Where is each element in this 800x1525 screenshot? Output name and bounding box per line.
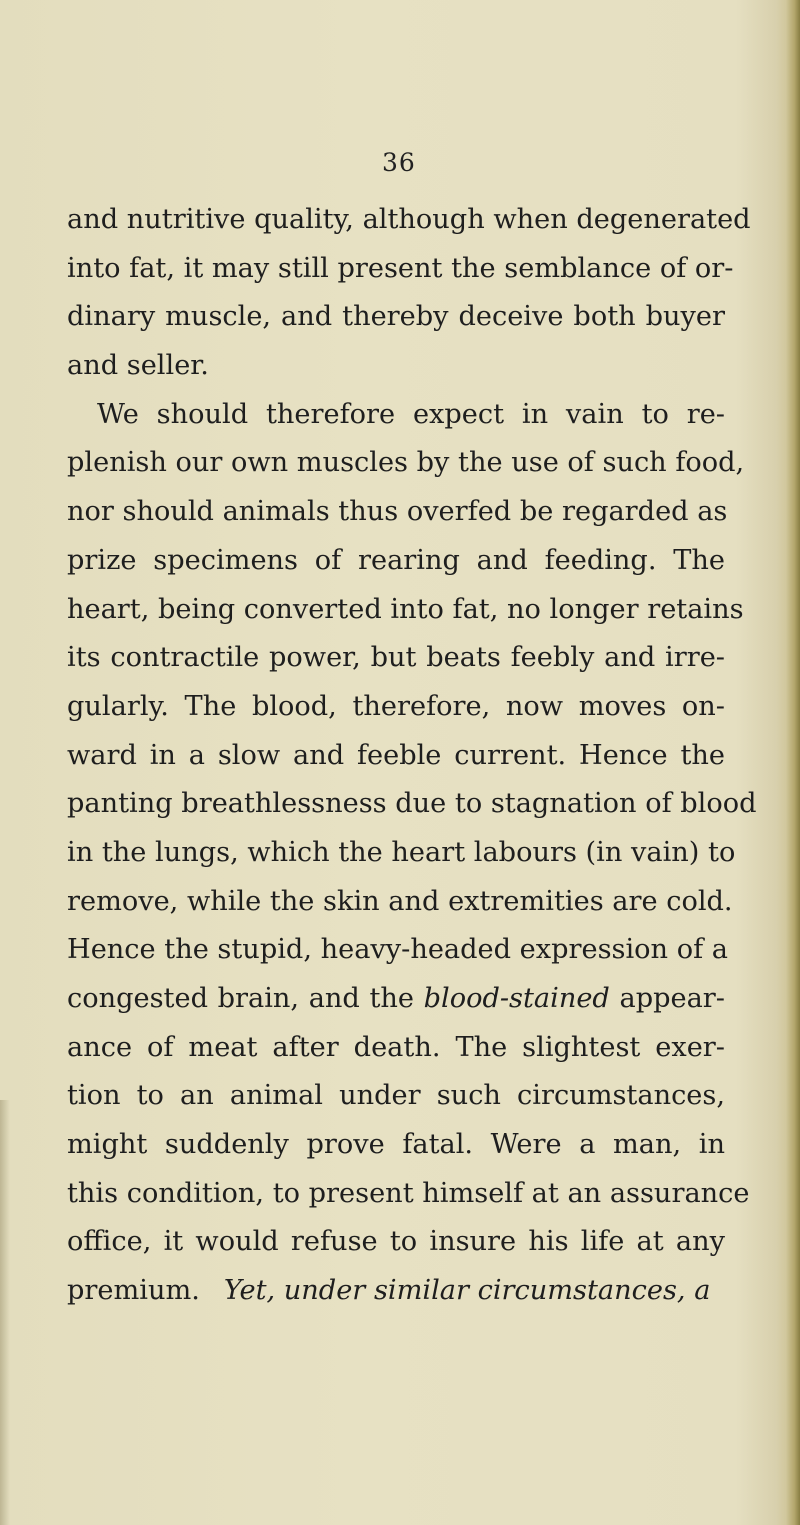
text-line: plenish our own muscles by the use of such food, — [67, 447, 745, 479]
text-line: heart, being converted into fat, no longer retains — [67, 593, 744, 625]
text-line: We should therefore expect in vain to re- — [97, 398, 725, 430]
text-line: office, it would refuse to insure his life at any — [67, 1226, 725, 1258]
page-number: 36 — [382, 148, 416, 177]
gutter-shadow — [0, 1100, 10, 1525]
text-line: dinary muscle, and thereby deceive both buyer — [67, 301, 725, 333]
italic-phrase: Yet, under similar circumstances, a — [223, 1275, 711, 1307]
text-line: its contractile power, but beats feebly and irre- — [67, 642, 725, 674]
text-line: tion to an animal under such circumstances, — [67, 1080, 725, 1112]
text-line: this condition, to present himself at an assurance — [67, 1177, 750, 1209]
text-segment: congested brain, and the — [67, 983, 414, 1014]
text-line: nor should animals thus overfed be regarded as — [67, 496, 728, 528]
text-line: might suddenly prove fatal. Were a man, in — [67, 1129, 725, 1161]
text-line: Hence the stupid, heavy-headed expression of a — [67, 934, 728, 966]
text-line: prize specimens of rearing and feeding. The — [67, 544, 725, 576]
text-line: in the lungs, which the heart labours (in vain) to — [67, 836, 736, 868]
body-text — [67, 196, 757, 1316]
text-line: panting breathlessness due to stagnation of blood — [67, 788, 757, 820]
text-line-with-italic — [67, 975, 725, 1024]
italic-phrase: blood-stained — [423, 983, 610, 1014]
page-edge-shading — [786, 0, 800, 1525]
text-line: ward in a slow and feeble current. Hence the — [67, 739, 725, 771]
text-line: remove, while the skin and extremities are cold. — [67, 885, 733, 917]
text-line: gularly. The blood, therefore, now moves on- — [67, 690, 725, 722]
text-line: and seller. — [67, 350, 209, 382]
text-segment: appear- — [619, 983, 725, 1014]
text-segment: premium. — [67, 1275, 200, 1307]
text-line-with-italic — [67, 1267, 725, 1316]
text-line: ance of meat after death. The slightest exer- — [67, 1031, 725, 1063]
text-line: and nutritive quality, although when degenerated — [67, 204, 751, 235]
text-line: into fat, it may still present the semblance of or- — [67, 252, 734, 284]
